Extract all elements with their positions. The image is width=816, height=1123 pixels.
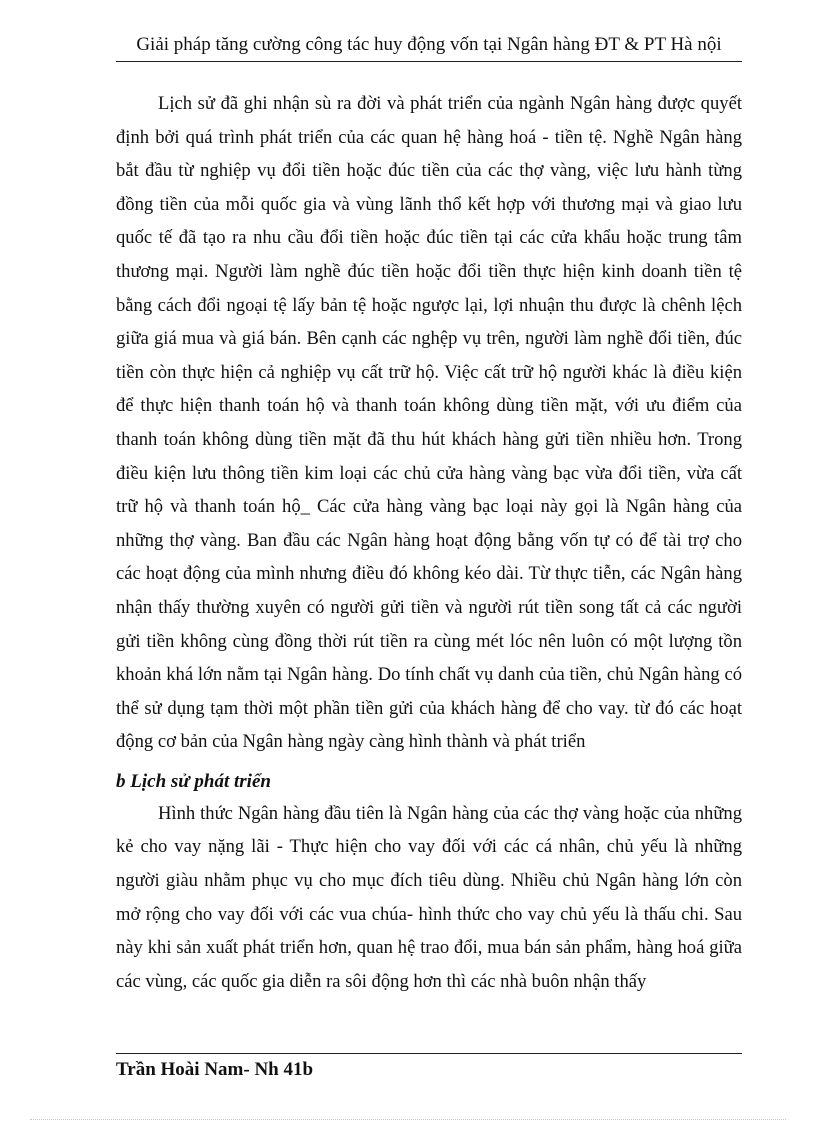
paragraph-development: Hình thức Ngân hàng đầu tiên là Ngân hàng của các thợ vàng hoặc của những kẻ cho vay nặng lãi - Thực hiện cho vay đối với các cá nhân, chủ yếu là những người giàu nhằm phục vụ cho mục đích tiêu dùng. Nhiều chủ Ngân hàng lớn còn mở rộng cho vay đối với các vua chúa- hình thức cho vay chủ yếu là thấu chi. Sau này khi sản xuất phát triển hơn, quan hệ trao đổi, mua bán sản phẩm, hàng hoá giữa các vùng, các quốc gia diễn ra sôi động hơn thì các nhà buôn nhận thấy — [116, 802, 742, 992]
document-body — [116, 87, 742, 998]
footer-author: Trần Hoài Nam- Nh 41b — [116, 1059, 314, 1080]
page-bottom-edge — [30, 1119, 786, 1120]
page-header-title: Giải pháp tăng cường công tác huy động vốn tại Ngân hàng ĐT & PT Hà nội — [116, 30, 742, 62]
footer-divider — [116, 1053, 742, 1054]
paragraph-history-origin: Lịch sử đã ghi nhận sù ra đời và phát triển của ngành Ngân hàng được quyết định bởi quá trình phát triển của các quan hệ hàng hoá - tiền tệ. Nghề Ngân hàng bắt đầu từ nghiệp vụ đổi tiền hoặc đúc tiền của các thợ vàng, việc lưu hành từng đồng tiền của mỗi quốc gia và vùng lãnh thổ kết hợp với thương mại và giao lưu quốc tế đã tạo ra nhu cầu đổi tiền hoặc đúc tiền tại các cửa khẩu hoặc trung tâm thương mại. Người làm nghề đúc tiền hoặc đổi tiền thực hiện kinh doanh tiền tệ bằng cách đổi ngoại tệ lấy bản tệ hoặc ngược lại, lợi nhuận thu được là chênh lệch giữa giá mua và giá bán. Bên cạnh các nghệp vụ trên, người làm nghề đổi tiền, đúc tiền còn thực hiện cả nghiệp vụ cất trữ hộ. Việc cất trữ hộ người khác là điều kiện để thực hiện thanh toán hộ và thanh toán không dùng tiền mặt, với ưu điểm của thanh toán không dùng tiền mặt đã thu hút khách hàng gửi tiền nhiều hơn. Trong điều kiện lưu thông tiền kim loại các chủ cửa hàng vàng bạc vừa đổi tiền, vừa cất trữ hộ và thanh toán hộ_ Các cửa hàng vàng bạc loại này gọi là Ngân hàng của những thợ vàng. Ban đầu các Ngân hàng hoạt động bằng vốn tự có để tài trợ cho các hoạt động của mình nhưng điều đó không kéo dài. Từ thực tiễn, các Ngân hàng nhận thấy thường xuyên có người gửi tiền và người rút tiền song tất cả các người gửi tiền không cùng đồng thời rút tiền ra cùng mét lóc nên luôn có một lượng tồn khoản khá lớn nằm tại Ngân hàng. Do tính chất vụ danh của tiền, chủ Ngân hàng có thể sử dụng tạm thời một phần tiền gửi của khách hàng để cho vay. từ đó các hoạt động cơ bản của Ngân hàng ngày càng hình thành và phát triển — [116, 93, 742, 753]
section-heading: b Lịch sử phát triển — [116, 770, 271, 792]
